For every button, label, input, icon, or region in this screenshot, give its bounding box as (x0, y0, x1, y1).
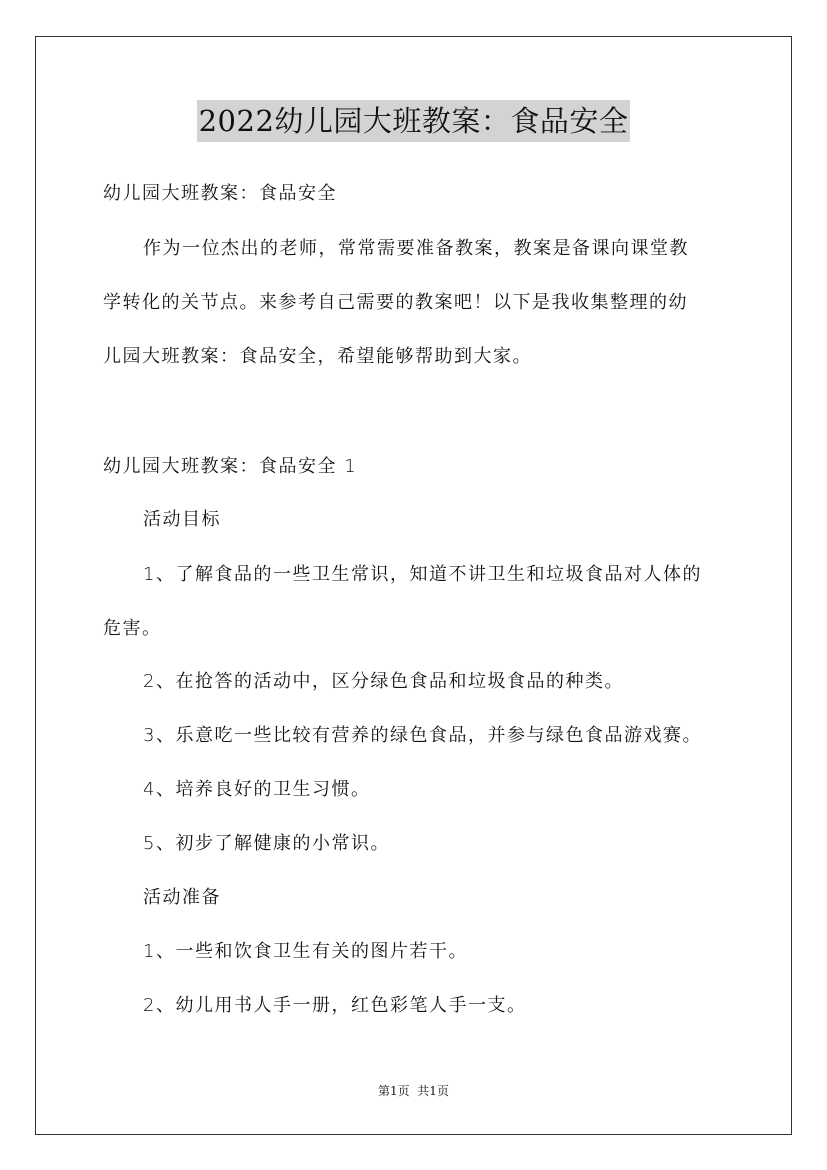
document-title: 2022幼儿园大班教案：食品安全 (197, 100, 631, 142)
prep-2: 2、幼儿用书人手一册，红色彩笔人手一支。 (143, 995, 527, 1016)
goal-1-line-2: 危害。 (103, 618, 162, 639)
prep-heading: 活动准备 (143, 887, 221, 908)
goal-1-line-1: 1、了解食品的一些卫生常识，知道不讲卫生和垃圾食品对人体的 (143, 564, 702, 585)
page-footer (0, 1082, 827, 1100)
goal-4: 4、培养良好的卫生习惯。 (143, 779, 371, 800)
title-container (0, 100, 827, 142)
intro-line-1: 作为一位杰出的老师，常常需要准备教案，教案是备课向课堂教 (143, 238, 689, 259)
goal-2: 2、在抢答的活动中，区分绿色食品和垃圾食品的种类。 (143, 671, 624, 692)
goals-heading: 活动目标 (143, 509, 221, 530)
goal-5: 5、初步了解健康的小常识。 (143, 833, 390, 854)
document-subtitle: 幼儿园大班教案：食品安全 (103, 183, 337, 204)
intro-line-2: 学转化的关节点。来参考自己需要的教案吧！以下是我收集整理的幼 (103, 292, 688, 313)
goal-3: 3、乐意吃一些比较有营养的绿色食品，并参与绿色食品游戏赛。 (143, 725, 702, 746)
section-heading: 幼儿园大班教案：食品安全 1 (103, 456, 358, 477)
page-number: 第1页 共1页 (378, 1084, 449, 1098)
intro-line-3: 儿园大班教案：食品安全，希望能够帮助到大家。 (103, 346, 532, 367)
prep-1: 1、一些和饮食卫生有关的图片若干。 (143, 941, 468, 962)
